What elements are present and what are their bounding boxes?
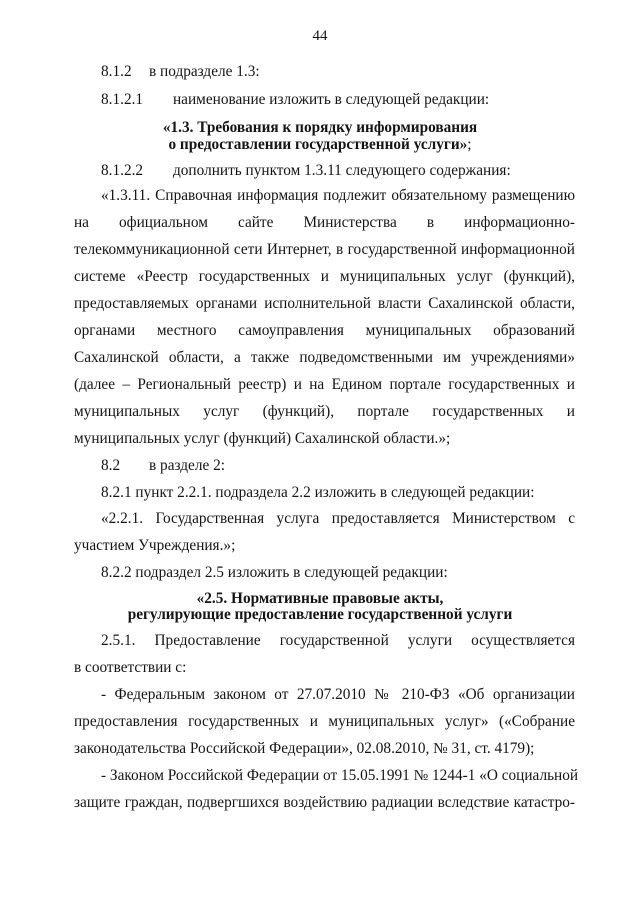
paragraph-line: муниципальных услуг (функций), портале государственных и <box>74 403 575 420</box>
paragraph-line: системе «Реестр государственных и муниципальных услуг (функций), <box>74 268 575 285</box>
item-number: 8.1.2.1 <box>101 91 144 108</box>
item-number: 8.1.2 <box>101 63 132 80</box>
paragraph-line: в соответствии с: <box>74 659 187 676</box>
item-text: дополнить пунктом 1.3.11 следующего содержания: <box>173 162 511 179</box>
paragraph-line: - Федеральным законом от 27.07.2010 № 210-ФЗ «Об организации <box>101 686 575 703</box>
heading-line: «2.5. Нормативные правовые акты, <box>196 590 444 607</box>
heading-line: «1.3. Требования к порядку информирования <box>162 119 478 136</box>
item-line: 8.2.2 подраздел 2.5 изложить в следующей редакции: <box>101 564 448 581</box>
heading-tail: ; <box>467 136 472 153</box>
item-text: наименование изложить в следующей редакции: <box>173 91 490 108</box>
paragraph-line: предоставления государственных и муниципальных услуг» («Собрание <box>74 713 575 730</box>
paragraph-line: телекоммуникационной сети Интернет, в государственной информационной <box>74 241 575 258</box>
paragraph-line: «1.3.11. Справочная информация подлежит обязательному размещению <box>101 187 575 204</box>
heading-bold-text: о предоставлении государственной услуги» <box>168 136 468 153</box>
item-text: в разделе 2: <box>149 457 225 474</box>
heading-line: регулирующие предоставление государственной услуги <box>127 606 513 623</box>
paragraph-line: участием Учреждения.»; <box>74 537 236 554</box>
paragraph-line: Сахалинской области, а также подведомственными им учреждениями» <box>74 349 575 366</box>
paragraph-line: (далее – Региональный реестр) и на Едином портале государственных и <box>74 376 575 393</box>
paragraph-line: органами местного самоуправления муниципальных образований <box>74 322 575 339</box>
item-text: в подразделе 1.3: <box>149 63 260 80</box>
paragraph-line: законодательства Российской Федерации», 02.08.2010, № 31, ст. 4179); <box>74 740 535 757</box>
paragraph-line: защите граждан, подвергшихся воздействию радиации вследствие катастро- <box>74 794 575 811</box>
page-number: 44 <box>312 28 328 44</box>
item-number: 8.2 <box>101 457 121 474</box>
heading-line <box>0 136 640 154</box>
paragraph-line: - Законом Российской Федерации от 15.05.1991 № 1244-1 «О социальной <box>101 767 579 784</box>
paragraph-line: «2.2.1. Государственная услуга предоставляется Министерством с <box>101 510 575 527</box>
paragraph-line: на официальном сайте Министерства в информационно- <box>74 214 575 231</box>
paragraph-line: предоставляемых органами исполнительной власти Сахалинской области, <box>74 295 575 312</box>
paragraph-line: 2.5.1. Предоставление государственной услуги осуществляется <box>101 632 575 649</box>
item-number: 8.1.2.2 <box>101 162 144 179</box>
item-line: 8.2.1 пункт 2.2.1. подраздела 2.2 изложить в следующей редакции: <box>101 484 535 501</box>
paragraph-line: муниципальных услуг (функций) Сахалинской области.»; <box>74 430 451 447</box>
